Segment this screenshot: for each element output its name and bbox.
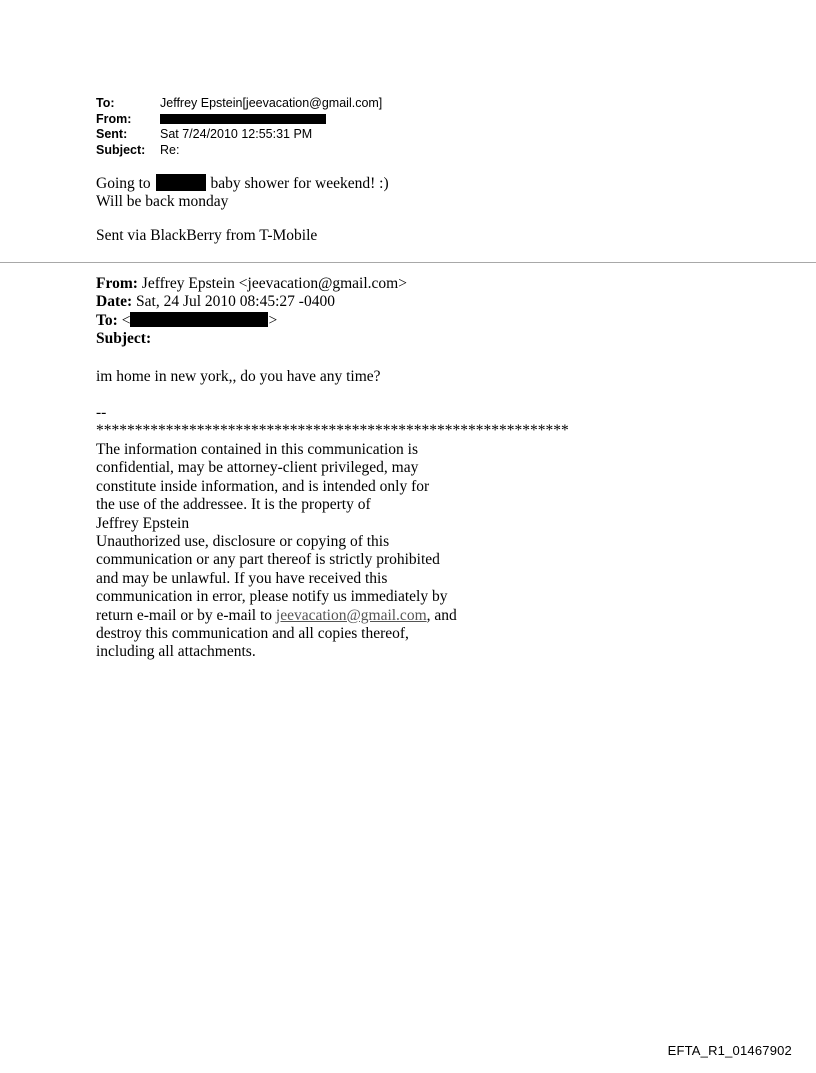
original-body: im home in new york,, do you have any time? bbox=[96, 368, 381, 385]
header-sent-row bbox=[96, 127, 382, 143]
reply-signature: Sent via BlackBerry from T-Mobile bbox=[96, 227, 318, 244]
signature-dash: -- bbox=[96, 404, 107, 421]
original-from-label: From: bbox=[96, 275, 138, 292]
reply-line-1-suffix: baby shower for weekend! :) bbox=[210, 175, 389, 192]
disclaimer-line: the use of the addressee. It is the property of bbox=[96, 496, 371, 514]
reply-line-1 bbox=[96, 174, 389, 193]
redaction-bar bbox=[160, 114, 326, 124]
disclaimer-line: communication in error, please notify us immediately by bbox=[96, 588, 448, 606]
header-to-value: Jeffrey Epstein[jeevacation@gmail.com] bbox=[160, 96, 383, 110]
original-to-label: To: bbox=[96, 311, 118, 329]
header-sent-value: Sat 7/24/2010 12:55:31 PM bbox=[160, 127, 313, 141]
header-to-label: To: bbox=[96, 96, 115, 110]
original-to-open: < bbox=[121, 311, 131, 329]
reply-body bbox=[96, 174, 389, 212]
message-divider bbox=[0, 262, 816, 263]
header-from-label: From: bbox=[96, 111, 132, 126]
redaction-bar bbox=[130, 312, 268, 327]
disclaimer-line: communication or any part thereof is strictly prohibited bbox=[96, 551, 440, 569]
header-from-row bbox=[96, 112, 382, 128]
original-to-close: > bbox=[268, 311, 278, 329]
header-subject-row bbox=[96, 143, 382, 159]
disclaimer-line: destroy this communication and all copies thereof, bbox=[96, 625, 409, 643]
disclaimer-return-suffix: , and bbox=[426, 606, 457, 624]
disclaimer-line: Jeffrey Epstein bbox=[96, 514, 190, 532]
disclaimer-line: constitute inside information, and is intended only for bbox=[96, 477, 430, 495]
disclaimer-line: confidential, may be attorney-client privileged, may bbox=[96, 459, 419, 477]
disclaimer-line: Unauthorized use, disclosure or copying of this bbox=[96, 533, 390, 551]
redaction-bar bbox=[156, 174, 206, 191]
disclaimer-return-prefix: return e-mail or by e-mail to bbox=[96, 606, 276, 624]
signature-stars: ************************************************************* bbox=[96, 422, 569, 439]
header-subject-value: Re: bbox=[160, 142, 180, 157]
disclaimer-return-line bbox=[96, 607, 457, 625]
header-sent-label: Sent: bbox=[96, 127, 128, 141]
reply-line-1-prefix: Going to bbox=[96, 175, 151, 192]
original-from-row bbox=[96, 275, 407, 293]
original-date-value: Sat, 24 Jul 2010 08:45:27 -0400 bbox=[136, 293, 335, 311]
document-id: EFTA_R1_01467902 bbox=[667, 1043, 792, 1058]
original-date-row bbox=[96, 293, 407, 311]
email-header bbox=[96, 96, 382, 158]
disclaimer-line: and may be unlawful. If you have received this bbox=[96, 569, 388, 587]
email-link[interactable]: jeevacation@gmail.com bbox=[275, 606, 427, 624]
disclaimer bbox=[96, 441, 457, 662]
original-header bbox=[96, 275, 407, 349]
original-subject-label: Subject: bbox=[96, 330, 152, 348]
disclaimer-line: The information contained in this communication is bbox=[96, 441, 418, 458]
original-subject-row bbox=[96, 330, 407, 348]
original-from-value: Jeffrey Epstein <jeevacation@gmail.com> bbox=[141, 275, 407, 292]
reply-line-2: Will be back monday bbox=[96, 193, 229, 211]
header-to-row bbox=[96, 96, 382, 112]
original-to-row bbox=[96, 312, 407, 330]
header-subject-label: Subject: bbox=[96, 142, 146, 157]
header-from-value bbox=[160, 112, 326, 128]
disclaimer-line: including all attachments. bbox=[96, 643, 256, 661]
original-date-label: Date: bbox=[96, 293, 133, 311]
